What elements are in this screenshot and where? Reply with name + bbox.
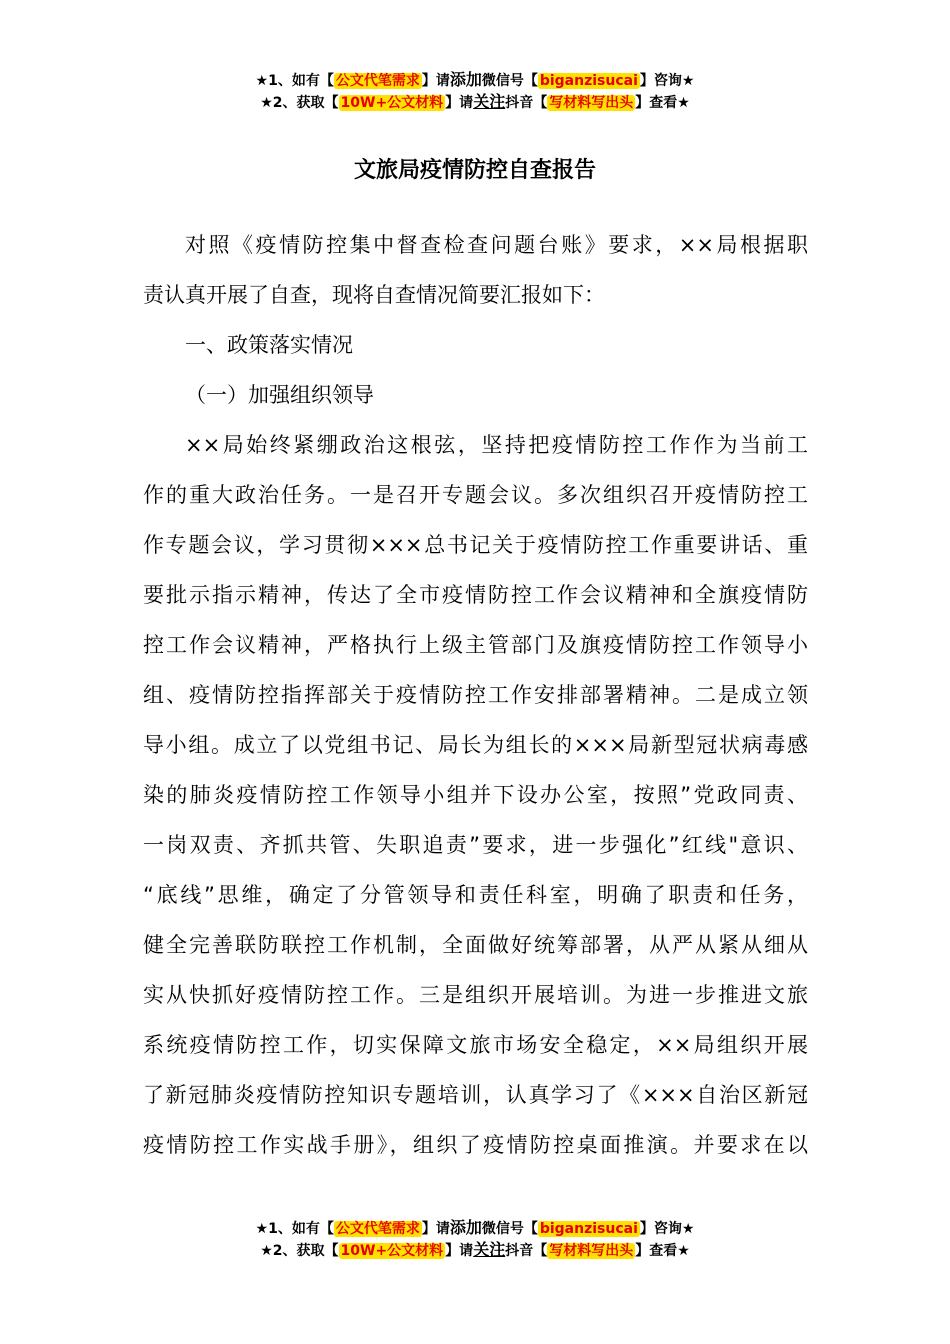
text-line: 责认真开展了自查，现将自查情况简要汇报如下：: [143, 283, 605, 307]
banner-text: ★1、如有【: [255, 73, 334, 89]
text-line: 组、疫情防控指挥部关于疫情防控工作安排部署精神。二是成立领: [143, 683, 808, 707]
banner-emphasis: 关注: [473, 92, 506, 111]
banner-line-1: [0, 1218, 950, 1240]
highlight-tag: 10W+公文材料: [340, 1243, 444, 1259]
text-line: 作的重大政治任务。一是召开专题会议。多次组织召开疫情防控工: [143, 483, 808, 507]
subsection-heading: [143, 370, 808, 420]
text-line: ××局始终紧绷政治这根弦，坚持把疫情防控工作作为当前工: [185, 433, 808, 457]
douyin-account-tag: 写材料写出头: [549, 95, 634, 111]
highlight-tag: 公文代笔需求: [335, 73, 420, 89]
text-line: 实从快抓好疫情防控工作。三是组织开展培训。为进一步推进文旅: [143, 983, 808, 1007]
text-line: 系统疫情防控工作，切实保障文旅市场安全稳定，××局组织开展: [143, 1033, 808, 1057]
top-banner: [0, 70, 950, 114]
text-line: 疫情防控工作实战手册》，组织了疫情防控桌面推演。并要求在以: [143, 1133, 808, 1157]
document-title: 文旅局疫情防控自查报告: [353, 158, 596, 183]
banner-text: 】请: [445, 1243, 474, 1259]
banner-line-2: [0, 92, 950, 114]
banner-text: ★2、获取【: [260, 1243, 339, 1259]
banner-text: ★1、如有【: [255, 1221, 334, 1237]
wechat-id-tag: biganzisucai: [539, 1221, 638, 1237]
text-line: 对照《疫情防控集中督查检查问题台账》要求，××局根据职: [185, 233, 808, 257]
banner-text: 】咨询★: [639, 1221, 695, 1237]
text-line: 了新冠肺炎疫情防控知识专题培训，认真学习了《×××自治区新冠: [143, 1083, 808, 1107]
banner-emphasis: 添加: [449, 70, 482, 89]
banner-text: 抖音【: [505, 1243, 548, 1259]
douyin-account-tag: 写材料写出头: [549, 1243, 634, 1259]
intro-paragraph: [143, 220, 808, 320]
banner-emphasis: 关注: [473, 1240, 506, 1259]
banner-text: 】查看★: [635, 95, 690, 111]
wechat-id-tag: biganzisucai: [539, 73, 638, 89]
banner-line-2: [0, 1240, 950, 1262]
banner-text: 】请: [445, 95, 474, 111]
banner-emphasis: 添加: [449, 1218, 482, 1237]
text-line: 一岗双责、齐抓共管、失职追责”要求，进一步强化”红线"意识、: [143, 833, 808, 857]
bottom-banner: [0, 1218, 950, 1262]
banner-text: 抖音【: [505, 95, 548, 111]
text-line: “底线”思维，确定了分管领导和责任科室，明确了职责和任务，: [143, 883, 808, 907]
text-line: 要批示指示精神，传达了全市疫情防控工作会议精神和全旗疫情防: [143, 583, 808, 607]
heading-text: （一）加强组织领导: [185, 383, 374, 407]
text-line: 染的肺炎疫情防控工作领导小组并下设办公室，按照”党政同责、: [143, 783, 808, 807]
text-line: 导小组。成立了以党组书记、局长为组长的×××局新型冠状病毒感: [143, 733, 808, 757]
banner-text: 】咨询★: [639, 73, 695, 89]
banner-text: ★2、获取【: [260, 95, 339, 111]
banner-text: 微信号【: [481, 73, 538, 89]
heading-text: 一、政策落实情况: [185, 333, 353, 357]
text-line: 健全完善联防联控工作机制，全面做好统筹部署，从严从紧从细从: [143, 933, 808, 957]
banner-text: 】查看★: [635, 1243, 690, 1259]
banner-text: 微信号【: [481, 1221, 538, 1237]
highlight-tag: 10W+公文材料: [340, 95, 444, 111]
highlight-tag: 公文代笔需求: [335, 1221, 420, 1237]
body-paragraph: [143, 420, 808, 1170]
text-line: 控工作会议精神，严格执行上级主管部门及旗疫情防控工作领导小: [143, 633, 808, 657]
document-body: [143, 220, 808, 1170]
text-line: 作专题会议，学习贯彻×××总书记关于疫情防控工作重要讲话、重: [143, 533, 808, 557]
section-heading: [143, 320, 808, 370]
banner-line-1: [0, 70, 950, 92]
banner-text: 】请: [421, 73, 450, 89]
banner-text: 】请: [421, 1221, 450, 1237]
